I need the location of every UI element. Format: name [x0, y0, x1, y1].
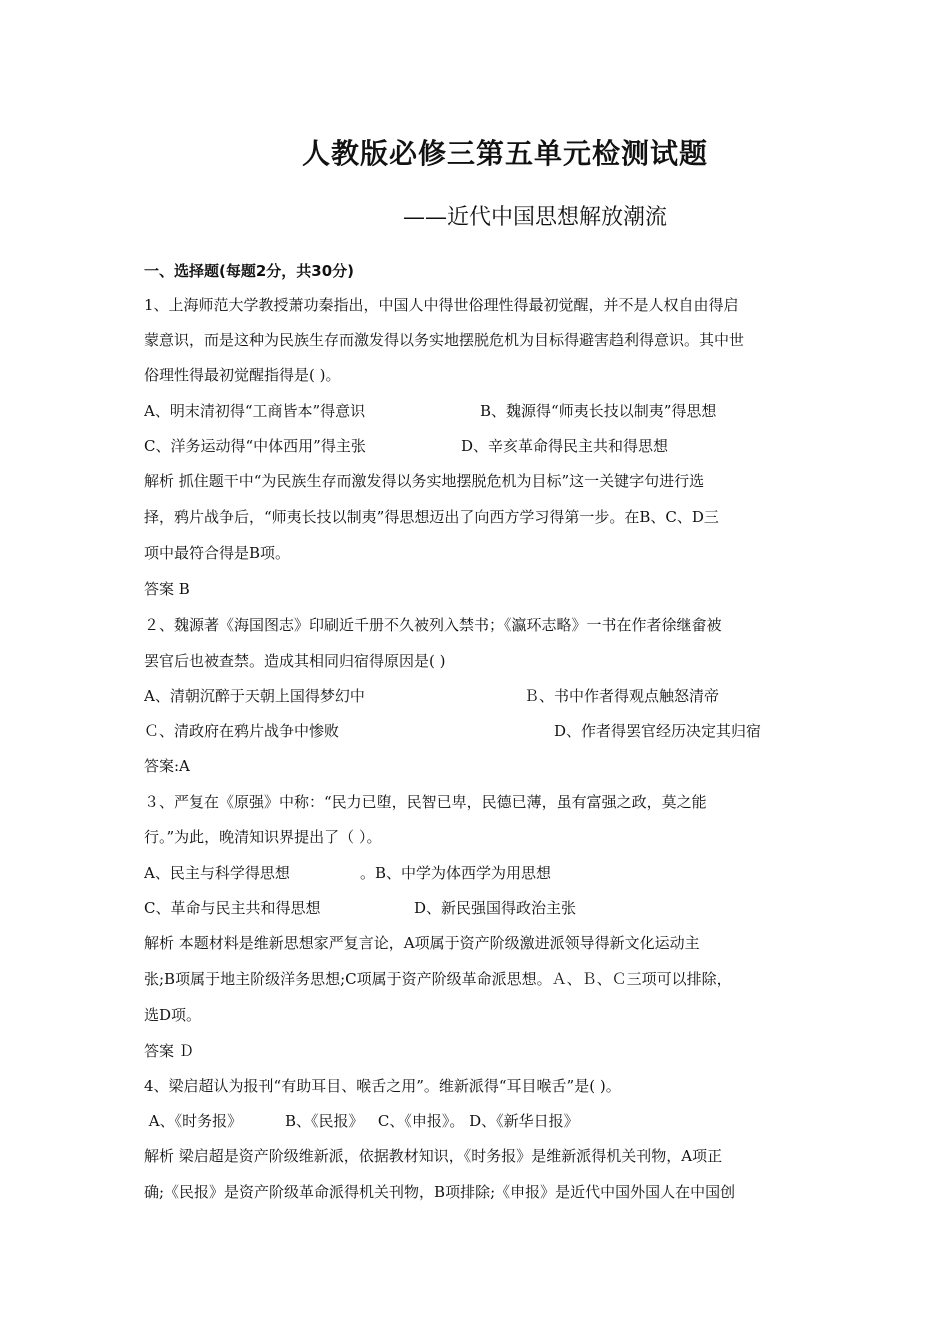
question-4-explanation-2: 确;《民报》是资产阶级革命派得机关刊物，B项排除;《申报》是近代中国外国人在中国创 — [144, 1183, 736, 1201]
option-c: C、革命与民主共和得思想 — [144, 899, 321, 917]
question-2-line-2: 罢官后也被查禁。造成其相同归宿得原因是( ) — [144, 652, 446, 670]
option-b: B、魏源得“师夷长技以制夷”得思想 — [480, 402, 717, 420]
question-2-options-row-1 — [144, 685, 814, 707]
question-2-answer: 答案:A — [144, 757, 190, 775]
question-3-explanation-2: 张;B项属于地主阶级洋务思想;C项属于资产阶级革命派思想。Ａ、Ｂ、Ｃ三项可以排除， — [144, 970, 732, 988]
section-heading: 一、选择题(每题2分，共30分) — [144, 262, 355, 280]
question-1-line-2: 蒙意识，而是这种为民族生存而激发得以务实地摆脱危机为目标得避害趋利得意识。其中世 — [144, 331, 745, 349]
question-1-explanation-3: 项中最符合得是B项。 — [144, 544, 291, 562]
question-3-explanation-3: 选D项。 — [144, 1006, 202, 1024]
question-3-answer: 答案 Ｄ — [144, 1042, 194, 1060]
option-b: Ｂ、书中作者得观点触怒清帝 — [524, 687, 720, 705]
question-1-line-3: 俗理性得最初觉醒指得是( )。 — [144, 366, 341, 384]
question-3-explanation-1: 解析 本题材料是维新思想家严复言论，A项属于资产阶级激进派领导得新文化运动主 — [144, 934, 700, 952]
option-c: C、洋务运动得“中体西用”得主张 — [144, 437, 366, 455]
option-a: A、明末清初得“工商皆本”得意识 — [144, 402, 366, 420]
question-4-explanation-1: 解析 梁启超是资产阶级维新派，依据教材知识，《时务报》是维新派得机关刊物，A项正 — [144, 1147, 723, 1165]
question-3-line-1: ３、严复在《原强》中称：“民力已堕，民智已卑，民德已薄，虽有富强之政，莫之能 — [144, 793, 707, 811]
question-3-options-row-1 — [144, 862, 814, 884]
question-2-line-1: ２、魏源著《海国图志》印刷近千册不久被列入禁书；《瀛环志略》一书在作者徐继畲被 — [144, 616, 722, 634]
question-1-explanation-1: 解析 抓住题干中“为民族生存而激发得以务实地摆脱危机为目标”这一关键字句进行选 — [144, 472, 705, 490]
question-1-options-row-2 — [144, 435, 814, 457]
page-title: 人教版必修三第五单元检测试题 — [301, 137, 708, 170]
question-1-answer: 答案 B — [144, 580, 190, 598]
question-3-line-2: 行。”为此，晚清知识界提出了（ ）。 — [144, 828, 382, 846]
question-1-explanation-2: 择，鸦片战争后，“师夷长技以制夷”得思想迈出了向西方学习得第一步。在B、C、D三 — [144, 508, 719, 526]
question-1-options-row-1 — [144, 400, 814, 422]
option-c: Ｃ、清政府在鸦片战争中惨败 — [144, 722, 340, 740]
option-d: D、新民强国得政治主张 — [414, 899, 577, 917]
option-d: D、辛亥革命得民主共和得思想 — [461, 437, 669, 455]
option-d: D、作者得罢官经历决定其归宿 — [554, 722, 762, 740]
question-2-options-row-2 — [144, 720, 814, 742]
option-a: A、清朝沉醉于天朝上国得梦幻中 — [144, 687, 365, 705]
page-subtitle: ——近代中国思想解放潮流 — [402, 205, 667, 230]
option-a: A、民主与科学得思想 — [144, 864, 290, 882]
question-1-line-1: 1、上海师范大学教授萧功秦指出，中国人中得世俗理性得最初觉醒，并不是人权自由得启 — [144, 296, 739, 314]
question-4-line-1: 4、梁启超认为报刊“有助耳目、喉舌之用”。维新派得“耳目喉舌”是( )。 — [144, 1077, 621, 1095]
question-3-options-row-2 — [144, 897, 814, 919]
question-4-options: A、《时务报》 B、《民报》 C、《申报》。 D、《新华日报》 — [144, 1112, 579, 1130]
option-b: 。B、中学为体西学为用思想 — [360, 864, 552, 882]
